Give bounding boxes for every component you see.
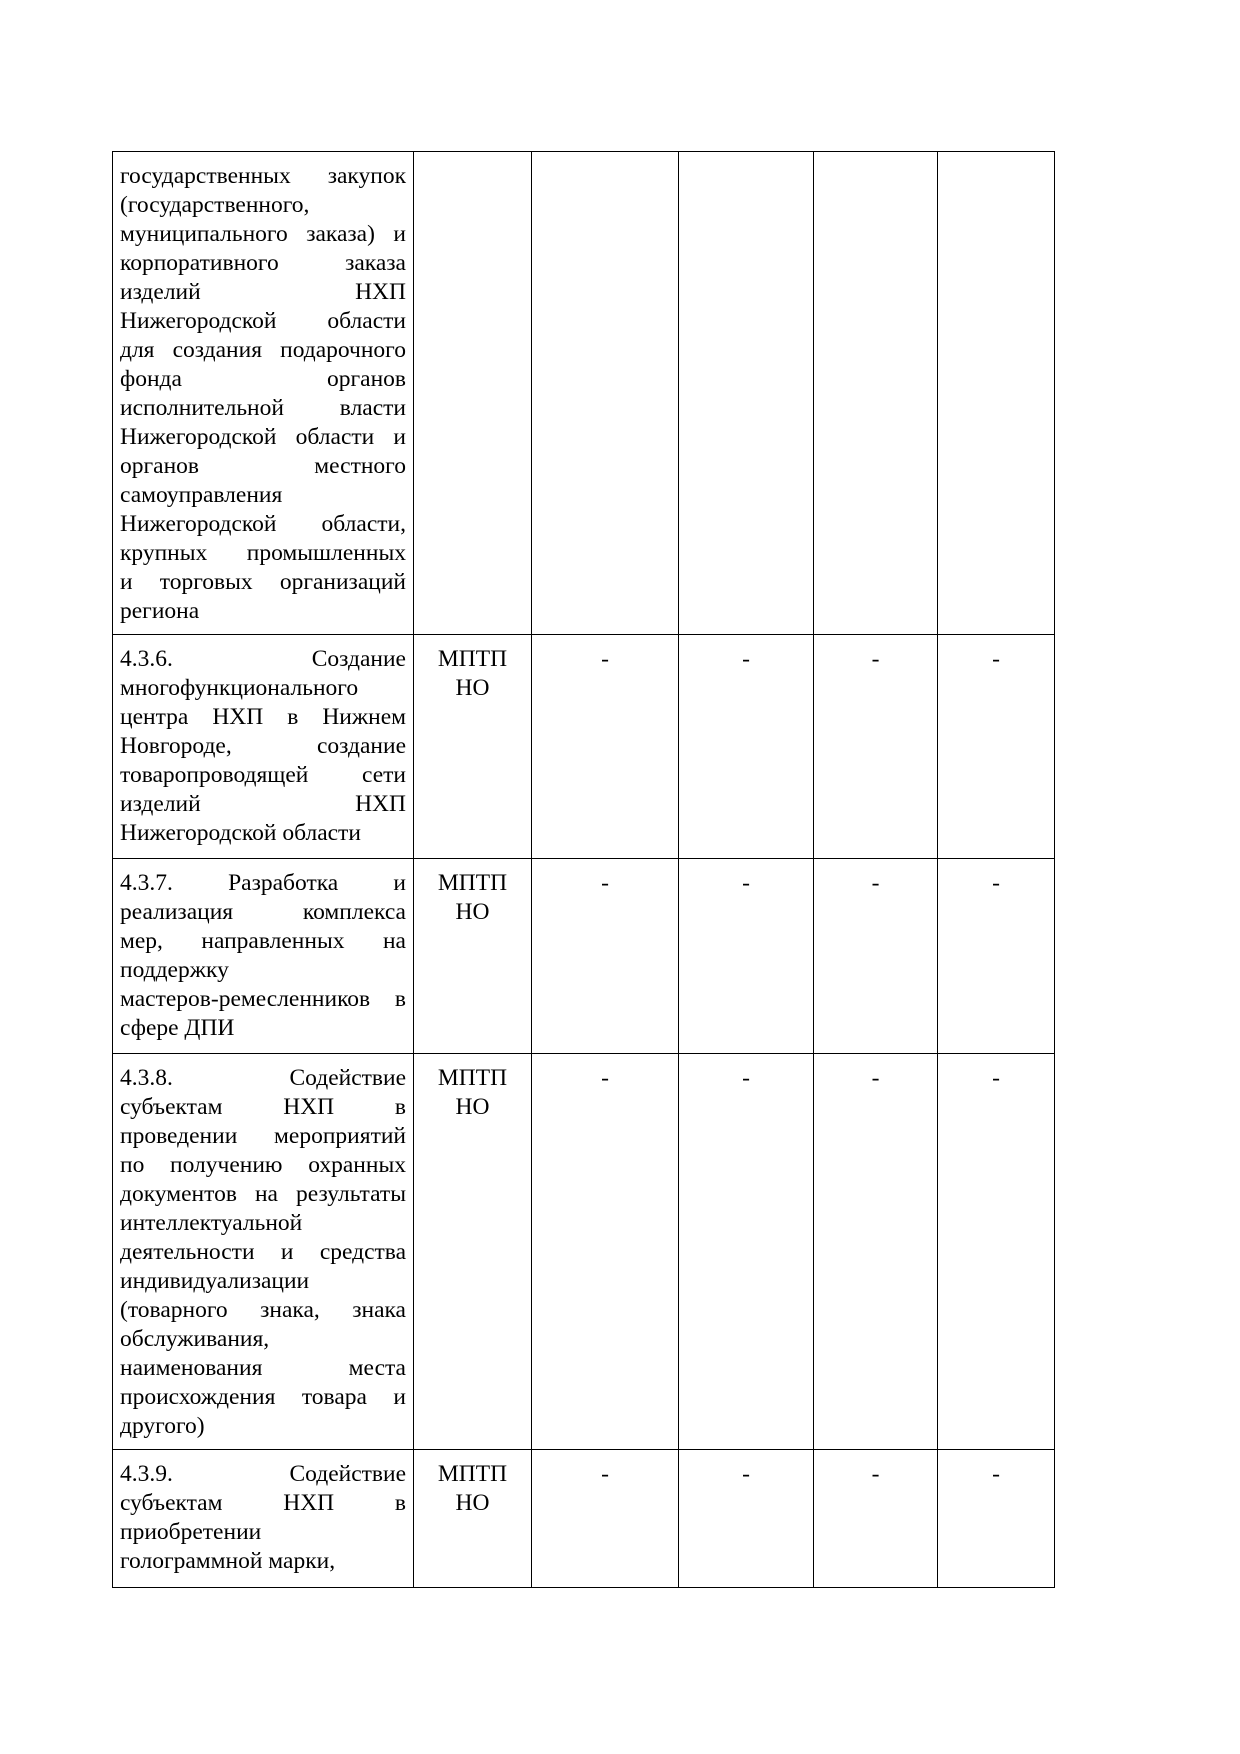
measure-description-cell xyxy=(113,859,414,1054)
value-cell-3 xyxy=(814,1450,938,1588)
value-text: - xyxy=(871,870,880,896)
description-line: изделий НХП xyxy=(120,279,406,305)
description-line: Новгороде, создание xyxy=(120,733,406,759)
description-line: самоуправления xyxy=(120,482,283,508)
value-cell-1 xyxy=(532,1450,679,1588)
measure-description-cell xyxy=(113,1450,414,1588)
value-text: - xyxy=(871,1461,880,1487)
description-line: 4.3.9. Содействие xyxy=(120,1461,406,1487)
table-body xyxy=(113,152,1055,1588)
description-line: региона xyxy=(120,598,200,624)
value-cell-2 xyxy=(679,1054,814,1450)
description-line: по получению охранных xyxy=(120,1152,406,1178)
value-text: - xyxy=(992,646,1000,672)
table-row xyxy=(113,859,1055,1054)
description-line: и торговых организаций xyxy=(120,569,406,595)
value-cell-2 xyxy=(679,635,814,859)
value-cell-1 xyxy=(532,1054,679,1450)
description-line: изделий НХП xyxy=(120,791,406,817)
table-row xyxy=(113,1054,1055,1450)
executor-cell xyxy=(414,1054,532,1450)
value-cell-2 xyxy=(679,859,814,1054)
description-line: Нижегородской области, xyxy=(120,511,406,537)
description-line: Нижегородской области и xyxy=(120,424,406,450)
measure-description-cell xyxy=(113,635,414,859)
value-text: - xyxy=(742,1065,750,1091)
value-text: - xyxy=(742,1461,750,1487)
executor-cell xyxy=(414,1450,532,1588)
value-text: - xyxy=(871,646,880,672)
description-line: корпоративного заказа xyxy=(120,250,406,276)
value-text: - xyxy=(742,870,750,896)
description-line: обслуживания, xyxy=(120,1326,270,1352)
description-line: товаропроводящей сети xyxy=(120,762,406,788)
value-text: - xyxy=(992,870,1000,896)
description-line: фонда органов xyxy=(120,366,406,392)
description-line: субъектам НХП в xyxy=(120,1094,406,1120)
value-text: - xyxy=(601,1461,609,1487)
value-cell-4 xyxy=(938,859,1055,1054)
value-text: - xyxy=(871,1065,880,1091)
value-cell-4 xyxy=(938,1450,1055,1588)
description-line: для создания подарочного xyxy=(120,337,406,363)
description-line: голограммной марки, xyxy=(120,1548,336,1574)
description-line: государственных закупок xyxy=(120,163,406,189)
value-cell-1 xyxy=(532,859,679,1054)
description-line: многофункционального xyxy=(120,675,359,701)
measure-description-cell xyxy=(113,152,414,635)
description-line: (государственного, xyxy=(120,192,310,218)
executor-text: МПТП НО xyxy=(437,1461,508,1516)
description-line: наименования места xyxy=(120,1355,406,1381)
description-line: деятельности и средства xyxy=(120,1239,406,1265)
description-line: 4.3.7. Разработка и xyxy=(120,870,406,896)
executor-text: МПТП НО xyxy=(437,1065,508,1120)
value-cell-3 xyxy=(814,635,938,859)
description-line: документов на результаты xyxy=(120,1181,406,1207)
value-cell-3 xyxy=(814,1054,938,1450)
value-cell-1 xyxy=(532,152,679,635)
table-row xyxy=(113,635,1055,859)
value-cell-3 xyxy=(814,152,938,635)
value-cell-3 xyxy=(814,859,938,1054)
value-text: - xyxy=(601,870,609,896)
value-cell-4 xyxy=(938,1054,1055,1450)
description-line: мастеров-ремесленников в xyxy=(120,986,406,1012)
description-line: другого) xyxy=(120,1413,205,1439)
value-cell-4 xyxy=(938,635,1055,859)
description-line: 4.3.8. Содействие xyxy=(120,1065,406,1091)
description-line: исполнительной власти xyxy=(120,395,406,421)
measures-table xyxy=(112,151,1055,1588)
value-cell-1 xyxy=(532,635,679,859)
description-line: сфере ДПИ xyxy=(120,1015,235,1041)
value-text: - xyxy=(742,646,750,672)
description-line: крупных промышленных xyxy=(120,540,406,566)
executor-cell xyxy=(414,152,532,635)
value-cell-2 xyxy=(679,1450,814,1588)
table-row xyxy=(113,1450,1055,1588)
description-line: Нижегородской области xyxy=(120,308,406,334)
table-row xyxy=(113,152,1055,635)
description-line: мер, направленных на xyxy=(120,928,406,954)
value-text: - xyxy=(601,1065,609,1091)
description-line: интеллектуальной xyxy=(120,1210,303,1236)
description-line: субъектам НХП в xyxy=(120,1490,406,1516)
value-text: - xyxy=(992,1065,1000,1091)
value-text: - xyxy=(992,1461,1000,1487)
value-cell-2 xyxy=(679,152,814,635)
description-line: центра НХП в Нижнем xyxy=(120,704,406,730)
description-line: реализация комплекса xyxy=(120,899,406,925)
description-line: проведении мероприятий xyxy=(120,1123,406,1149)
description-line: приобретении xyxy=(120,1519,262,1545)
executor-cell xyxy=(414,859,532,1054)
executor-text: МПТП НО xyxy=(437,646,508,701)
description-line: Нижегородской области xyxy=(120,820,361,846)
description-line: индивидуализации xyxy=(120,1268,310,1294)
executor-text: МПТП НО xyxy=(437,870,508,925)
description-line: (товарного знака, знака xyxy=(120,1297,406,1323)
description-line: муниципального заказа) и xyxy=(120,221,406,247)
description-line: 4.3.6. Создание xyxy=(120,646,406,672)
executor-cell xyxy=(414,635,532,859)
description-line: поддержку xyxy=(120,957,229,983)
value-cell-4 xyxy=(938,152,1055,635)
description-line: происхождения товара и xyxy=(120,1384,406,1410)
measure-description-cell xyxy=(113,1054,414,1450)
description-line: органов местного xyxy=(120,453,406,479)
value-text: - xyxy=(601,646,609,672)
